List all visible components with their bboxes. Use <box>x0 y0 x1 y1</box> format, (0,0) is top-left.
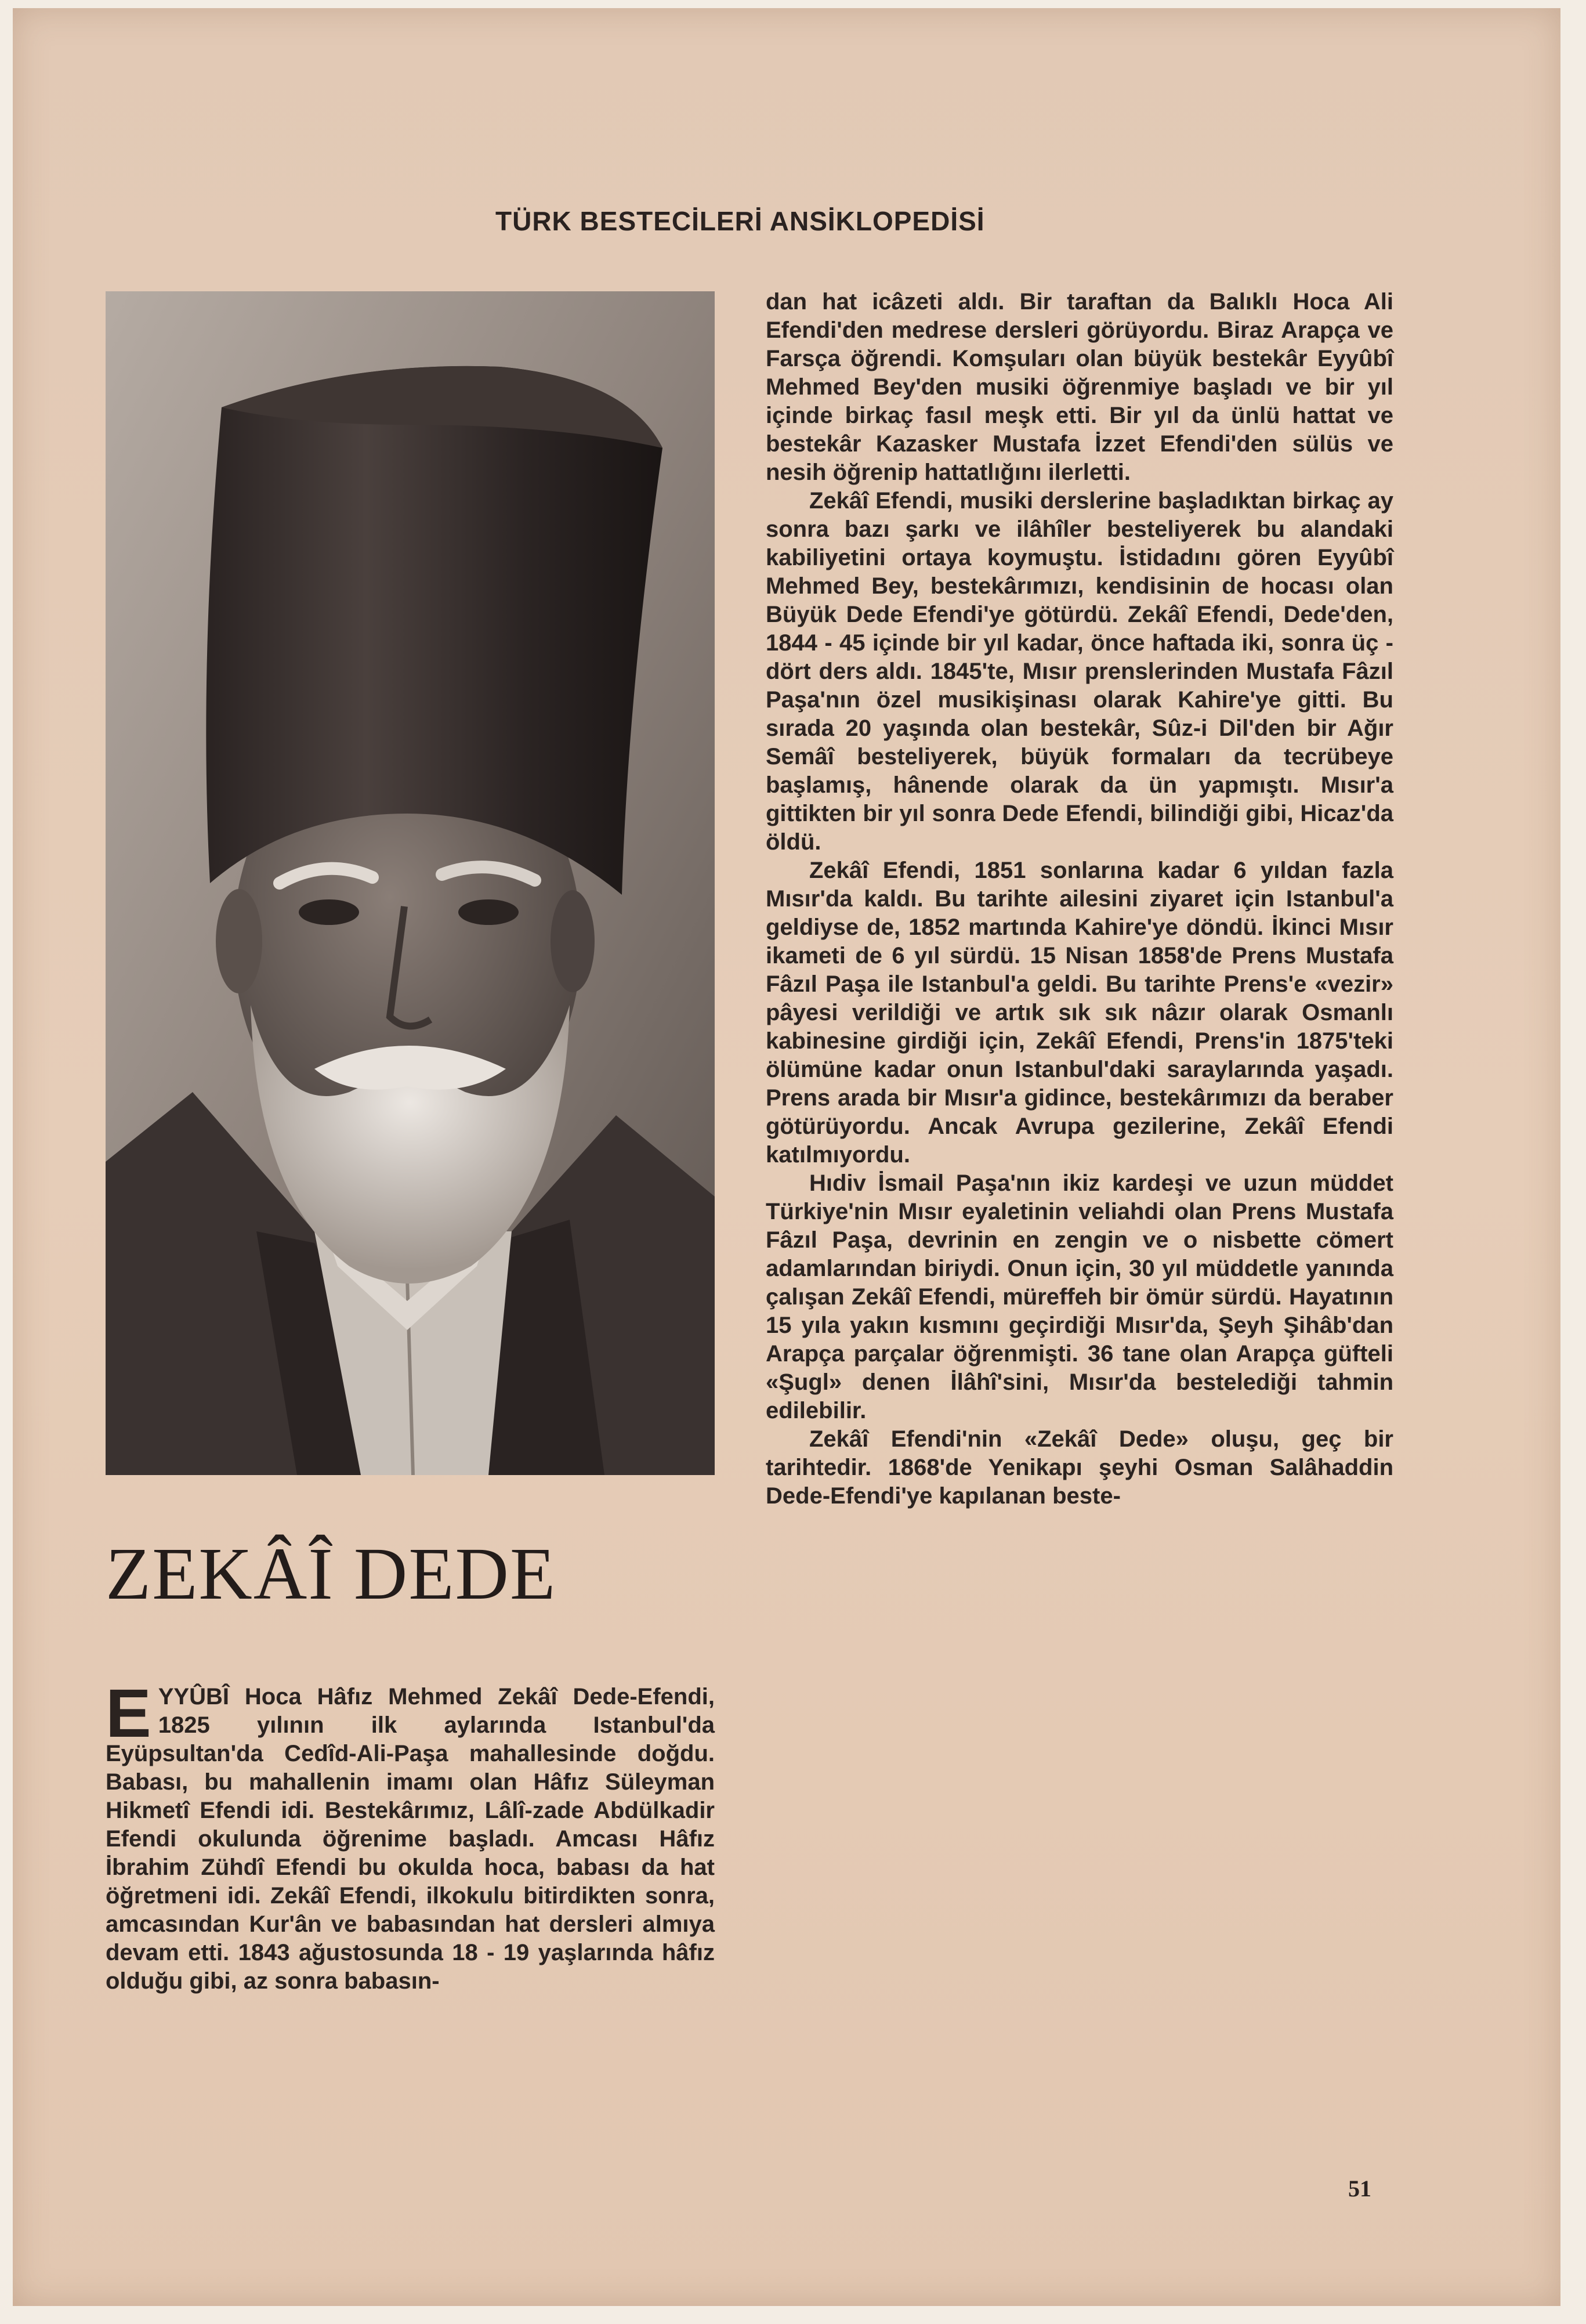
left-paragraph-1-text: YYÛBÎ Hoca Hâfız Mehmed Zekâî Dede-Efendi, 1825 yılının ilk aylarında Istanbul'da Eyüpsultan'da Cedîd-Ali-Paşa mahallesinde doğdu. Babası, bu mahallenin imamı olan Hâfız Süleyman Hikmetî Efendi idi. Bestekârımız, Lâlî-zade Abdülkadir Efendi okulunda öğrenime başladı. Amcası Hâfız İbrahim Zühdî Efendi bu okulda hoca, babası da hat öğretmeni idi. Zekâî Efendi, ilkokulu bitirdikten sonra, amcasından Kur'ân ve babasından hat dersleri almıya devam etti. 1843 ağustosunda 18 - 19 yaşlarında hâfız olduğu gibi, az sonra babasın- <box>106 1684 715 1994</box>
right-paragraph-3: Zekâî Efendi, 1851 sonlarına kadar 6 yıldan fazla Mısır'da kaldı. Bu tarihte ailesini ziyaret için Istanbul'a geldiyse de, 1852 martında Kahire'ye döndü. İkinci Mısır ikameti de 6 yıl sürdü. 15 Nisan 1858'de Prens Mustafa Fâzıl Paşa ile Istanbul'a geldi. Bu tarihte Prens'e «vezir» pâyesi verildiği ve artık sık sık nâzır olarak Osmanlı kabinesine girdiği için, Zekâî Efendi, Prens'in 1875'teki ölümüne kadar onun Istanbul'daki saraylarında yaşadı. Prens arada bir Mısır'a gidince, bestekârımızı da beraber götürüyordu. Ancak Avrupa gezilerine, Zekâî Efendi katılmıyordu. <box>766 858 1393 1168</box>
article-title: ZEKÂÎ DEDE <box>106 1533 557 1615</box>
right-paragraph-5: Zekâî Efendi'nin «Zekâî Dede» oluşu, geç bir tarihtedir. 1868'de Yenikapı şeyhi Osman Salâhaddin Dede-Efendi'ye kapılanan beste- <box>766 1426 1393 1509</box>
right-paragraph-2: Zekâî Efendi, musiki derslerine başladıktan birkaç ay sonra bazı şarkı ve ilâhîler besteliyerek bu alandaki kabiliyetini ortaya koymuştu. İstidadını gören Eyyûbî Mehmed Bey, bestekârımızı, kendisinin de hocası olan Büyük Dede Efendi'ye götürdü. Zekâî Efendi, Dede'den, 1844 - 45 içinde bir yıl kadar, önce haftada iki, sonra üç - dört ders aldı. 1845'te, Mısır prenslerinden Mustafa Fâzıl Paşa'nın özel musikişinası olarak Kahire'ye gitti. Bu sırada 20 yaşında olan bestekâr, Sûz-i Dil'den bir Ağır Semâî besteliyerek, büyük formaları da tecrübeye başlamış, hânende olarak da ün yapmıştı. Mısır'a gittikten bir yıl sonra Dede Efendi, bilindiği gibi, Hicaz'da öldü. <box>766 488 1393 855</box>
book-page <box>13 8 1560 2306</box>
page-number: 51 <box>1348 2175 1371 2202</box>
drop-cap: E <box>106 1675 151 1752</box>
left-paragraph-1 <box>106 1675 715 1996</box>
right-paragraph-1: dan hat icâzeti aldı. Bir taraftan da Balıklı Hoca Ali Efendi'den medrese dersleri görüyordu. Biraz Arapça ve Farsça öğrendi. Komşuları olan büyük bestekâr Eyyûbî Mehmed Bey'den musiki öğrenmiye başladı ve bir yıl içinde birkaç fasıl meşk etti. Bir yıl da ünlü hattat ve bestekâr Kazasker Mustafa İzzet Efendi'den sülüs ve nesih öğrenip hattatlığını ilerletti. <box>766 289 1393 485</box>
portrait-illustration <box>106 291 715 1475</box>
right-paragraph-4: Hıdiv İsmail Paşa'nın ikiz kardeşi ve uzun müddet Türkiye'nin Mısır eyaletinin veliahdi olan Prens Mustafa Fâzıl Paşa, devrinin en zengin ve o nisbette cömert adamlarından biriydi. Onun için, 30 yıl müddetle yanında çalışan Zekâî Efendi, müreffeh bir ömür sürdü. Hayatının 15 yıla yakın kısmını geçirdiği Mısır'da, Şeyh Şihâb'dan Arapça parçalar öğrenmişti. 36 tane olan Arapça güfteli «Şugl» denen İlâhî'sini, Mısır'da bestelediği tahmin edilebilir. <box>766 1170 1393 1423</box>
left-column <box>106 1675 715 1996</box>
portrait-photo <box>106 291 715 1475</box>
right-column <box>766 288 1393 1510</box>
running-header: TÜRK BESTECİLERİ ANSİKLOPEDİSİ <box>495 206 985 236</box>
